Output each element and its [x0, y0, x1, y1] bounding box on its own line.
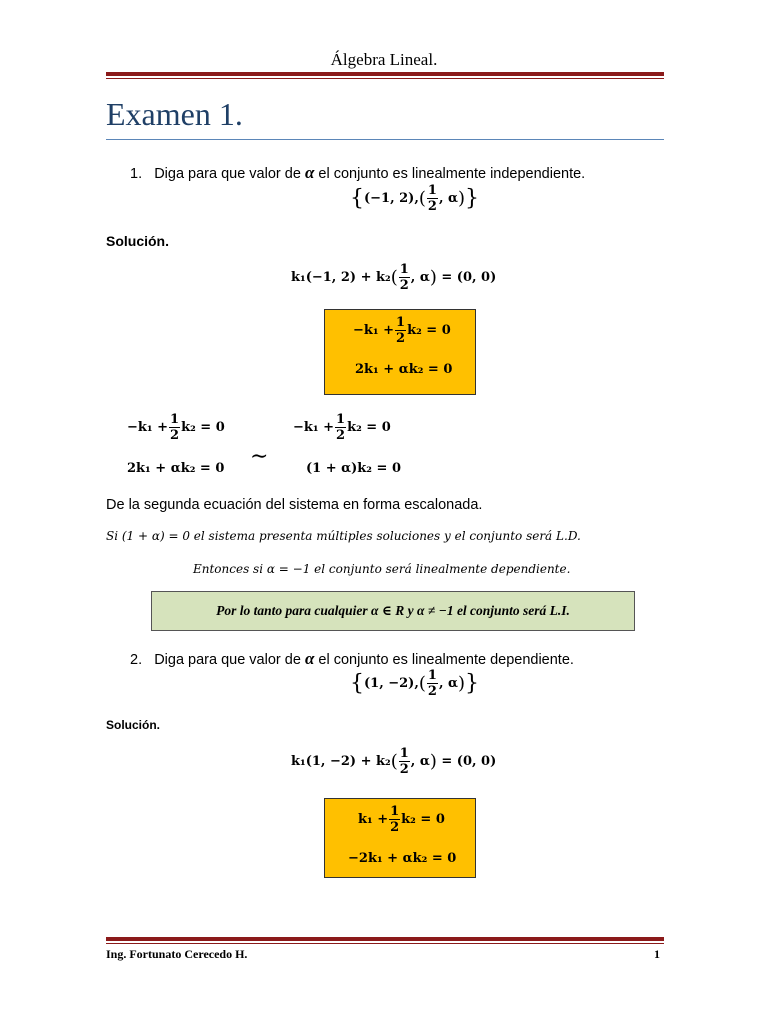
question-1	[130, 163, 585, 183]
eq-part: k₂ = 0	[347, 420, 391, 435]
solution-label: Solución.	[106, 718, 160, 732]
system-right-eq-2: (1 + α)k₂ = 0	[306, 461, 401, 476]
eq-part: −k₁ +	[293, 420, 335, 435]
entonces-statement: Entonces si α = −1 el conjunto será linealmente dependiente.	[193, 562, 571, 576]
fraction-numerator: 1	[399, 262, 409, 277]
running-header: Álgebra Lineal.	[330, 50, 438, 69]
solution-label: Solución.	[106, 233, 169, 249]
title-underline	[106, 139, 664, 140]
set-expression-1: {(−1, 2),( $\frac{1}{2}$ , α)}	[350, 183, 480, 214]
fraction-numerator: 1	[336, 412, 346, 427]
header-rule-thin	[106, 78, 664, 79]
question-number: 2.	[130, 652, 143, 668]
question-number: 1.	[130, 166, 143, 182]
eq-rhs: = (0, 0)	[436, 270, 497, 285]
footer-rule-thick	[106, 937, 664, 941]
set-expression-2: {(1, −2),( $\frac{1}{2}$ , α)}	[350, 668, 480, 699]
eq-part: k₂ = 0	[401, 812, 445, 827]
set-vector: (−1, 2),	[364, 191, 419, 206]
eq-rhs: = (0, 0)	[436, 754, 497, 769]
page-number: 1	[654, 947, 660, 961]
set-vector: (1, −2),	[364, 676, 419, 691]
fraction-numerator: 1	[396, 315, 406, 330]
eq-lhs: k₁(−1, 2) + k₂	[291, 270, 391, 285]
footer-rule-thin	[106, 943, 664, 944]
system-box-2	[324, 798, 476, 878]
question-text: Diga para que valor de	[154, 652, 301, 668]
box-equation-2: −2k₁ + αk₂ = 0	[348, 851, 457, 866]
fraction-denominator: 2	[336, 428, 346, 443]
eq-part: −k₁ +	[127, 420, 169, 435]
system-box-1	[324, 309, 476, 395]
eq-lhs: k₁(1, −2) + k₂	[291, 754, 391, 769]
system-right-eq-1	[293, 413, 391, 442]
fraction-numerator: 1	[390, 804, 400, 819]
si-statement: Si (1 + α) = 0 el sistema presenta múltiples soluciones y el conjunto será L.D.	[106, 529, 581, 543]
conclusion-box	[151, 591, 635, 631]
header-rule-thick	[106, 72, 664, 76]
echelon-text: De la segunda ecuación del sistema en forma escalonada.	[106, 497, 483, 513]
eq-part: k₁ +	[358, 812, 389, 827]
fraction-denominator: 2	[427, 684, 437, 699]
question-2	[130, 649, 574, 669]
fraction-denominator: 2	[399, 762, 409, 777]
system-left-eq-2: 2k₁ + αk₂ = 0	[127, 461, 225, 476]
fraction-denominator: 2	[396, 331, 406, 346]
set-alpha: , α	[438, 676, 459, 691]
fraction-denominator: 2	[427, 199, 437, 214]
question-text: el conjunto es linealmente dependiente.	[318, 652, 574, 668]
fraction-denominator: 2	[170, 428, 180, 443]
question-text: Diga para que valor de	[154, 166, 301, 182]
linear-combination-eq-1: k₁(−1, 2) + k₂( $\frac{1}{2}$ , α) = (0, 0)	[291, 262, 497, 293]
conclusion-text: Por lo tanto para cualquier α ∈ R y α ≠ −1 el conjunto será L.I.	[216, 603, 570, 618]
footer-author: Ing. Fortunato Cerecedo H.	[106, 947, 248, 961]
alpha-symbol: α	[304, 163, 315, 182]
alpha-symbol: α	[304, 649, 315, 668]
fraction-denominator: 2	[399, 278, 409, 293]
eq-alpha: , α	[410, 270, 430, 285]
fraction-numerator: 1	[170, 412, 180, 427]
eq-part: k₂ = 0	[181, 420, 225, 435]
system-left-eq-1	[127, 413, 225, 442]
fraction-numerator: 1	[427, 183, 437, 198]
eq-part: k₂ = 0	[407, 323, 451, 338]
fraction-numerator: 1	[427, 668, 437, 683]
fraction-denominator: 2	[390, 820, 400, 835]
linear-combination-eq-2: k₁(1, −2) + k₂( $\frac{1}{2}$ , α) = (0, 0)	[291, 746, 497, 777]
eq-part: −k₁ +	[353, 323, 395, 338]
fraction-numerator: 1	[399, 746, 409, 761]
eq-alpha: , α	[410, 754, 430, 769]
exam-title: Examen 1.	[106, 96, 243, 132]
question-text: el conjunto es linealmente independiente.	[318, 166, 586, 182]
set-alpha: , α	[438, 191, 459, 206]
box-equation-1	[353, 316, 451, 345]
box-equation-2: 2k₁ + αk₂ = 0	[355, 362, 453, 377]
equivalence-symbol: ∼	[250, 443, 269, 468]
box-equation-1	[358, 805, 445, 834]
